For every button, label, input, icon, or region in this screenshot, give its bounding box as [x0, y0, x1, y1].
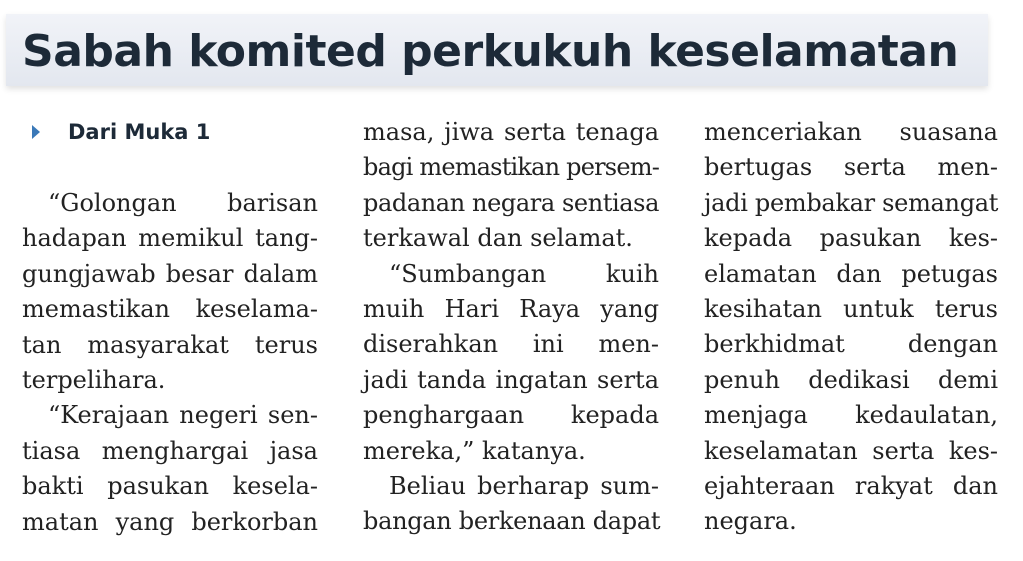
column-line: hadapan memikul tang-: [22, 224, 318, 253]
column-line: menjaga kedaulatan,: [704, 401, 998, 430]
column-line: Beliau berharap sum-: [389, 471, 659, 500]
column-line: memastikan keselama-: [22, 295, 318, 324]
column-line: gungjawab besar dalam: [22, 259, 318, 288]
column-line: mereka,” katanya.: [363, 436, 586, 465]
column-line: bertugas serta men-: [704, 153, 998, 182]
column-line: “Sumbangan kuih: [389, 259, 659, 288]
column-line: tiasa menghargai jasa: [22, 436, 318, 465]
column-3: [704, 115, 998, 540]
column-2: [363, 115, 659, 540]
column-line: elamatan dan petugas: [704, 259, 998, 288]
column-line: “Kerajaan negeri sen-: [48, 401, 318, 430]
column-line: padanan negara sentiasa: [363, 188, 659, 217]
column-1: [22, 186, 318, 540]
column-line: negara.: [704, 507, 797, 536]
column-line: tan masyarakat terus: [22, 330, 318, 359]
column-line: terkawal dan selamat.: [363, 224, 633, 253]
column-line: muih Hari Raya yang: [363, 294, 659, 323]
continued-from-marker: [32, 117, 210, 147]
column-line: bangan berkenaan dapat: [363, 507, 661, 536]
column-line: penuh dedikasi demi: [704, 365, 998, 394]
column-line: ejahteraan rakyat dan: [704, 471, 998, 500]
column-line: penghargaan kepada: [363, 401, 659, 430]
column-line: “Golongan barisan: [48, 189, 318, 217]
column-line: jadi pembakar semangat: [704, 188, 999, 217]
column-line: menceriakan suasana: [704, 118, 998, 146]
column-line: jadi tanda ingatan serta: [363, 365, 659, 394]
column-line: kepada pasukan kes-: [704, 224, 998, 253]
column-line: terpelihara.: [22, 365, 166, 394]
column-line: kesihatan untuk terus: [704, 294, 998, 323]
column-line: bagi memastikan persem-: [363, 153, 659, 182]
column-line: berkhidmat dengan: [704, 330, 998, 359]
triangle-arrow-icon: [32, 125, 40, 139]
continued-from-label: Dari Muka 1: [68, 120, 211, 144]
column-line: matan yang berkorban: [22, 507, 318, 536]
column-line: diserahkan ini men-: [363, 330, 659, 359]
column-line: masa, jiwa serta tenaga: [363, 118, 659, 146]
column-line: keselamatan serta kes-: [704, 436, 998, 465]
headline: Sabah komited perkukuh keselamatan: [22, 26, 959, 77]
column-line: bakti pasukan kesela-: [22, 472, 318, 501]
